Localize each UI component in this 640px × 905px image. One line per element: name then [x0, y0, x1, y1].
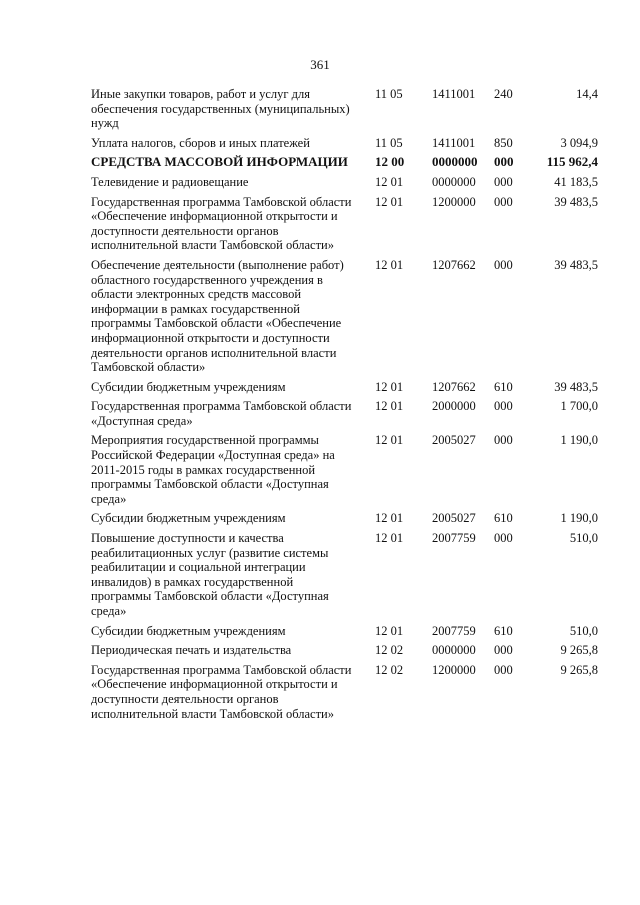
- row-sum: 39 483,5: [554, 379, 598, 394]
- row-sum: 1 700,0: [560, 399, 598, 414]
- row-expense-type: 000: [494, 174, 513, 189]
- row-name: Субсидии бюджетным учреждениям: [91, 511, 286, 526]
- row-target-code: 0000000: [432, 174, 476, 189]
- row-name: Субсидии бюджетным учреждениям: [91, 623, 286, 638]
- row-target-code: 1207662: [432, 379, 476, 394]
- row-expense-type: 610: [494, 511, 513, 526]
- row-section: 12 01: [375, 257, 404, 272]
- row-expense-type: 000: [494, 154, 514, 170]
- row-section: 12 02: [375, 662, 404, 677]
- table-row: [0, 136, 640, 151]
- row-sum: 3 094,9: [560, 135, 598, 150]
- row-name: Периодическая печать и издательства: [91, 643, 292, 658]
- row-sum: 9 265,8: [560, 643, 598, 658]
- row-target-code: 1411001: [432, 135, 476, 150]
- row-name: СРЕДСТВА МАССОВОЙ ИНФОРМАЦИИ: [91, 154, 348, 170]
- budget-table: [0, 87, 640, 726]
- row-target-code: 2005027: [432, 511, 476, 526]
- row-name: Обеспечение деятельности (выполнение работ) областного государственного учреждения в области электронных средств массовой информации в рамках государственной программы Тамбовской области «Обеспечение информационной открытости и доступности деятельности органов исполнительной власти Тамбовской области»: [91, 257, 344, 375]
- row-section: 12 01: [375, 174, 404, 189]
- row-section: 12 01: [375, 433, 404, 448]
- row-sum: 9 265,8: [560, 662, 598, 677]
- row-sum: 510,0: [569, 623, 598, 638]
- table-row: [0, 663, 640, 721]
- row-name: Уплата налогов, сборов и иных платежей: [91, 135, 310, 150]
- row-section: 12 01: [375, 194, 404, 209]
- row-expense-type: 000: [494, 643, 513, 658]
- row-expense-type: 850: [494, 135, 513, 150]
- row-target-code: 2000000: [432, 399, 476, 414]
- row-target-code: 1207662: [432, 257, 476, 272]
- row-section: 12 01: [375, 399, 404, 414]
- row-target-code: 2007759: [432, 531, 476, 546]
- row-target-code: 1200000: [432, 662, 476, 677]
- row-section: 12 01: [375, 531, 404, 546]
- row-expense-type: 000: [494, 194, 513, 209]
- row-name: Субсидии бюджетным учреждениям: [91, 379, 286, 394]
- table-row: [0, 399, 640, 428]
- row-target-code: 0000000: [432, 643, 476, 658]
- table-row: [0, 511, 640, 526]
- row-sum: 39 483,5: [554, 257, 598, 272]
- row-expense-type: 610: [494, 379, 513, 394]
- row-name: Государственная программа Тамбовской области «Обеспечение информационной открытости и доступности деятельности органов исполнительной власти Тамбовской области»: [91, 194, 352, 253]
- row-sum: 39 483,5: [554, 194, 598, 209]
- row-target-code: 1411001: [432, 87, 476, 101]
- page-number: 361: [310, 57, 330, 72]
- row-target-code: 2005027: [432, 433, 476, 448]
- row-target-code: 0000000: [432, 154, 478, 170]
- row-sum: 14,4: [576, 87, 598, 101]
- table-row: [0, 87, 640, 131]
- row-expense-type: 610: [494, 623, 513, 638]
- row-expense-type: 000: [494, 257, 513, 272]
- row-target-code: 2007759: [432, 623, 476, 638]
- row-sum: 115 962,4: [546, 154, 598, 170]
- table-row: [0, 175, 640, 190]
- row-sum: 1 190,0: [560, 433, 598, 448]
- table-row: [0, 155, 640, 170]
- table-row: [0, 433, 640, 506]
- row-target-code: 1200000: [432, 194, 476, 209]
- table-row: [0, 531, 640, 619]
- table-row: [0, 195, 640, 253]
- row-expense-type: 240: [494, 87, 513, 101]
- table-row: [0, 380, 640, 395]
- row-name: Телевидение и радиовещание: [91, 174, 249, 189]
- row-name: Государственная программа Тамбовской области «Доступная среда»: [91, 399, 352, 428]
- row-section: 12 01: [375, 623, 404, 638]
- table-row: [0, 258, 640, 375]
- row-name: Мероприятия государственной программы Российской Федерации «Доступная среда» на 2011-2015 годы в рамках государственной программы Тамбовской области «Доступная среда»: [91, 433, 335, 506]
- row-section: 11 05: [375, 135, 403, 150]
- table-row: [0, 624, 640, 639]
- row-name: Государственная программа Тамбовской области «Обеспечение информационной открытости и доступности деятельности органов исполнительной власти Тамбовской области»: [91, 662, 352, 721]
- row-expense-type: 000: [494, 662, 513, 677]
- row-section: 12 00: [375, 154, 405, 170]
- row-name: Иные закупки товаров, работ и услуг для обеспечения государственных (муниципальных) нужд: [91, 87, 350, 131]
- row-section: 12 02: [375, 643, 404, 658]
- row-section: 12 01: [375, 379, 404, 394]
- row-sum: 41 183,5: [554, 174, 598, 189]
- row-sum: 1 190,0: [560, 511, 598, 526]
- row-section: 12 01: [375, 511, 404, 526]
- row-section: 11 05: [375, 87, 403, 101]
- row-name: Повышение доступности и качества реабилитационных услуг (развитие системы реабилитации и социальной интеграции инвалидов) в рамках государственной программы Тамбовской области «Доступная среда»: [91, 531, 329, 618]
- table-row: [0, 643, 640, 658]
- row-sum: 510,0: [569, 531, 598, 546]
- row-expense-type: 000: [494, 399, 513, 414]
- row-expense-type: 000: [494, 531, 513, 546]
- row-expense-type: 000: [494, 433, 513, 448]
